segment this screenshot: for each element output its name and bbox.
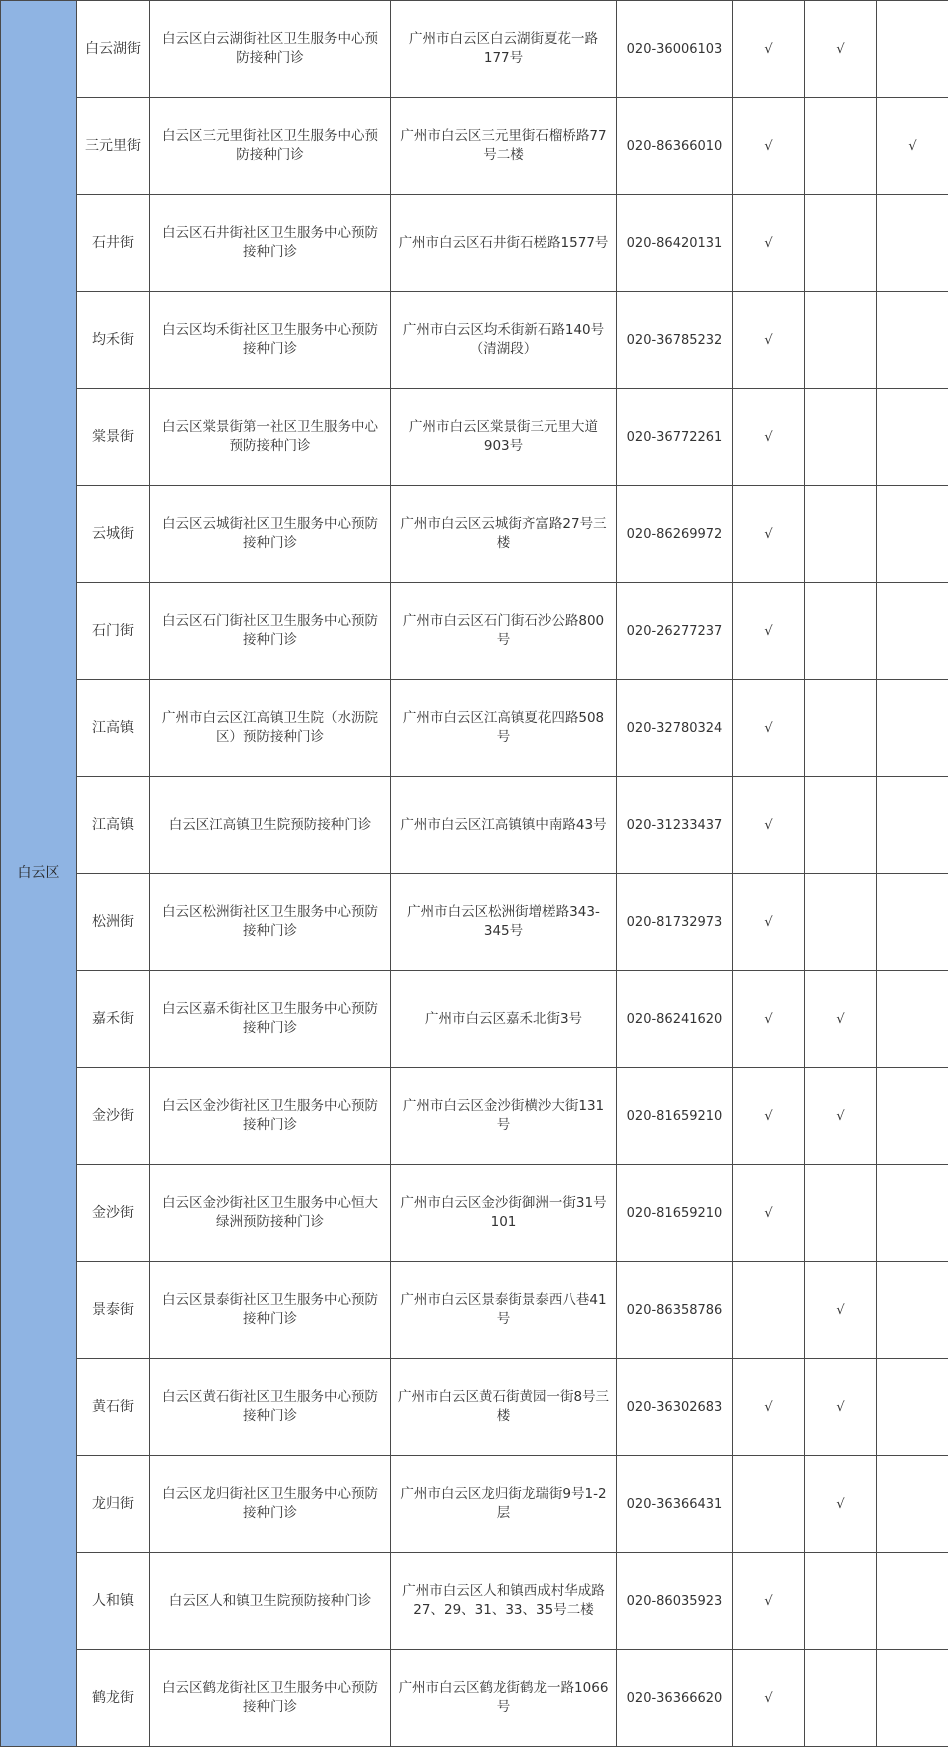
phone-cell: 020-26277237 <box>617 583 733 680</box>
check-cell-3 <box>877 1359 948 1456</box>
check-cell-3 <box>877 1262 948 1359</box>
street-cell: 云城街 <box>77 486 150 583</box>
clinic-name-cell: 白云区三元里街社区卫生服务中心预防接种门诊 <box>150 98 391 195</box>
phone-cell: 020-86366010 <box>617 98 733 195</box>
table-row <box>1 195 948 292</box>
clinic-name-cell: 白云区石井街社区卫生服务中心预防接种门诊 <box>150 195 391 292</box>
check-cell-1: √ <box>733 583 805 680</box>
street-cell: 黄石街 <box>77 1359 150 1456</box>
address-cell: 广州市白云区景泰街景泰西八巷41号 <box>391 1262 617 1359</box>
clinic-name-cell: 广州市白云区江高镇卫生院（水沥院区）预防接种门诊 <box>150 680 391 777</box>
check-cell-2 <box>805 292 877 389</box>
check-cell-1: √ <box>733 1068 805 1165</box>
street-cell: 江高镇 <box>77 777 150 874</box>
street-cell: 鹤龙街 <box>77 1650 150 1747</box>
check-cell-1: √ <box>733 1553 805 1650</box>
street-cell: 嘉禾街 <box>77 971 150 1068</box>
clinic-name-cell: 白云区景泰街社区卫生服务中心预防接种门诊 <box>150 1262 391 1359</box>
table-row <box>1 680 948 777</box>
clinic-name-cell: 白云区云城街社区卫生服务中心预防接种门诊 <box>150 486 391 583</box>
check-cell-3 <box>877 777 948 874</box>
check-cell-1 <box>733 1456 805 1553</box>
street-cell: 金沙街 <box>77 1068 150 1165</box>
address-cell: 广州市白云区龙归街龙瑞街9号1-2层 <box>391 1456 617 1553</box>
check-cell-2 <box>805 1165 877 1262</box>
check-cell-1: √ <box>733 389 805 486</box>
clinic-name-cell: 白云区金沙街社区卫生服务中心预防接种门诊 <box>150 1068 391 1165</box>
table-row <box>1 1 948 98</box>
address-cell: 广州市白云区石井街石槎路1577号 <box>391 195 617 292</box>
check-cell-2: √ <box>805 1359 877 1456</box>
address-cell: 广州市白云区嘉禾北街3号 <box>391 971 617 1068</box>
check-cell-2 <box>805 777 877 874</box>
address-cell: 广州市白云区江高镇夏花四路508号 <box>391 680 617 777</box>
street-cell: 三元里街 <box>77 98 150 195</box>
phone-cell: 020-36785232 <box>617 292 733 389</box>
clinic-name-cell: 白云区均禾街社区卫生服务中心预防接种门诊 <box>150 292 391 389</box>
street-cell: 棠景街 <box>77 389 150 486</box>
address-cell: 广州市白云区江高镇镇中南路43号 <box>391 777 617 874</box>
phone-cell: 020-36366620 <box>617 1650 733 1747</box>
street-cell: 龙归街 <box>77 1456 150 1553</box>
check-cell-3 <box>877 195 948 292</box>
check-cell-2 <box>805 389 877 486</box>
check-cell-2 <box>805 98 877 195</box>
check-cell-1: √ <box>733 98 805 195</box>
phone-cell: 020-86241620 <box>617 971 733 1068</box>
street-cell: 石门街 <box>77 583 150 680</box>
check-cell-3 <box>877 486 948 583</box>
address-cell: 广州市白云区石门街石沙公路800号 <box>391 583 617 680</box>
phone-cell: 020-81732973 <box>617 874 733 971</box>
table-row <box>1 777 948 874</box>
table-row <box>1 292 948 389</box>
clinic-name-cell: 白云区金沙街社区卫生服务中心恒大绿洲预防接种门诊 <box>150 1165 391 1262</box>
address-cell: 广州市白云区白云湖街夏花一路177号 <box>391 1 617 98</box>
phone-cell: 020-36006103 <box>617 1 733 98</box>
table-row <box>1 1650 948 1747</box>
street-cell: 人和镇 <box>77 1553 150 1650</box>
table-row <box>1 1456 948 1553</box>
address-cell: 广州市白云区松洲街增槎路343-345号 <box>391 874 617 971</box>
check-cell-3 <box>877 1 948 98</box>
phone-cell: 020-81659210 <box>617 1068 733 1165</box>
check-cell-3 <box>877 1553 948 1650</box>
check-cell-2 <box>805 195 877 292</box>
table-row <box>1 583 948 680</box>
clinic-name-cell: 白云区人和镇卫生院预防接种门诊 <box>150 1553 391 1650</box>
check-cell-2: √ <box>805 1456 877 1553</box>
check-cell-3 <box>877 1068 948 1165</box>
address-cell: 广州市白云区金沙街御洲一街31号101 <box>391 1165 617 1262</box>
check-cell-1: √ <box>733 1165 805 1262</box>
check-cell-1: √ <box>733 486 805 583</box>
table-row <box>1 1553 948 1650</box>
street-cell: 石井街 <box>77 195 150 292</box>
clinic-name-cell: 白云区松洲街社区卫生服务中心预防接种门诊 <box>150 874 391 971</box>
street-cell: 均禾街 <box>77 292 150 389</box>
phone-cell: 020-86420131 <box>617 195 733 292</box>
check-cell-3 <box>877 1650 948 1747</box>
phone-cell: 020-36302683 <box>617 1359 733 1456</box>
check-cell-2: √ <box>805 1262 877 1359</box>
clinic-name-cell: 白云区江高镇卫生院预防接种门诊 <box>150 777 391 874</box>
check-cell-3 <box>877 874 948 971</box>
table-row <box>1 1165 948 1262</box>
check-cell-3 <box>877 389 948 486</box>
clinic-name-cell: 白云区石门街社区卫生服务中心预防接种门诊 <box>150 583 391 680</box>
check-cell-1: √ <box>733 680 805 777</box>
address-cell: 广州市白云区金沙街横沙大街131号 <box>391 1068 617 1165</box>
check-cell-3 <box>877 680 948 777</box>
check-cell-3 <box>877 1456 948 1553</box>
check-cell-3: √ <box>877 98 948 195</box>
phone-cell: 020-36366431 <box>617 1456 733 1553</box>
check-cell-1: √ <box>733 1359 805 1456</box>
check-cell-2 <box>805 486 877 583</box>
check-cell-1: √ <box>733 1650 805 1747</box>
check-cell-1: √ <box>733 195 805 292</box>
phone-cell: 020-31233437 <box>617 777 733 874</box>
phone-cell: 020-32780324 <box>617 680 733 777</box>
table-row <box>1 98 948 195</box>
check-cell-1: √ <box>733 777 805 874</box>
address-cell: 广州市白云区三元里街石榴桥路77号二楼 <box>391 98 617 195</box>
clinic-name-cell: 白云区白云湖街社区卫生服务中心预防接种门诊 <box>150 1 391 98</box>
table-row <box>1 1068 948 1165</box>
check-cell-3 <box>877 1165 948 1262</box>
check-cell-2: √ <box>805 1 877 98</box>
address-cell: 广州市白云区棠景街三元里大道903号 <box>391 389 617 486</box>
check-cell-1: √ <box>733 971 805 1068</box>
address-cell: 广州市白云区均禾街新石路140号（清湖段） <box>391 292 617 389</box>
check-cell-2 <box>805 583 877 680</box>
clinic-name-cell: 白云区嘉禾街社区卫生服务中心预防接种门诊 <box>150 971 391 1068</box>
check-cell-2 <box>805 1553 877 1650</box>
check-cell-2: √ <box>805 971 877 1068</box>
clinic-name-cell: 白云区鹤龙街社区卫生服务中心预防接种门诊 <box>150 1650 391 1747</box>
clinic-name-cell: 白云区黄石街社区卫生服务中心预防接种门诊 <box>150 1359 391 1456</box>
check-cell-1: √ <box>733 874 805 971</box>
check-cell-3 <box>877 971 948 1068</box>
street-cell: 景泰街 <box>77 1262 150 1359</box>
check-cell-2: √ <box>805 1068 877 1165</box>
table-row <box>1 486 948 583</box>
table-body <box>1 1 948 1747</box>
phone-cell: 020-81659210 <box>617 1165 733 1262</box>
check-cell-1: √ <box>733 1 805 98</box>
address-cell: 广州市白云区鹤龙街鹤龙一路1066号 <box>391 1650 617 1747</box>
street-cell: 江高镇 <box>77 680 150 777</box>
district-cell: 白云区 <box>1 1 77 1747</box>
check-cell-3 <box>877 292 948 389</box>
street-cell: 松洲街 <box>77 874 150 971</box>
check-cell-2 <box>805 874 877 971</box>
check-cell-3 <box>877 583 948 680</box>
table-row <box>1 874 948 971</box>
address-cell: 广州市白云区人和镇西成村华成路27、29、31、33、35号二楼 <box>391 1553 617 1650</box>
phone-cell: 020-86269972 <box>617 486 733 583</box>
table-row <box>1 971 948 1068</box>
phone-cell: 020-86358786 <box>617 1262 733 1359</box>
table-row <box>1 389 948 486</box>
address-cell: 广州市白云区黄石街黄园一街8号三楼 <box>391 1359 617 1456</box>
street-cell: 金沙街 <box>77 1165 150 1262</box>
check-cell-1 <box>733 1262 805 1359</box>
street-cell: 白云湖街 <box>77 1 150 98</box>
table-row <box>1 1359 948 1456</box>
clinic-name-cell: 白云区棠景街第一社区卫生服务中心预防接种门诊 <box>150 389 391 486</box>
address-cell: 广州市白云区云城街齐富路27号三楼 <box>391 486 617 583</box>
check-cell-2 <box>805 1650 877 1747</box>
clinic-name-cell: 白云区龙归街社区卫生服务中心预防接种门诊 <box>150 1456 391 1553</box>
phone-cell: 020-36772261 <box>617 389 733 486</box>
phone-cell: 020-86035923 <box>617 1553 733 1650</box>
table-row <box>1 1262 948 1359</box>
check-cell-1: √ <box>733 292 805 389</box>
check-cell-2 <box>805 680 877 777</box>
